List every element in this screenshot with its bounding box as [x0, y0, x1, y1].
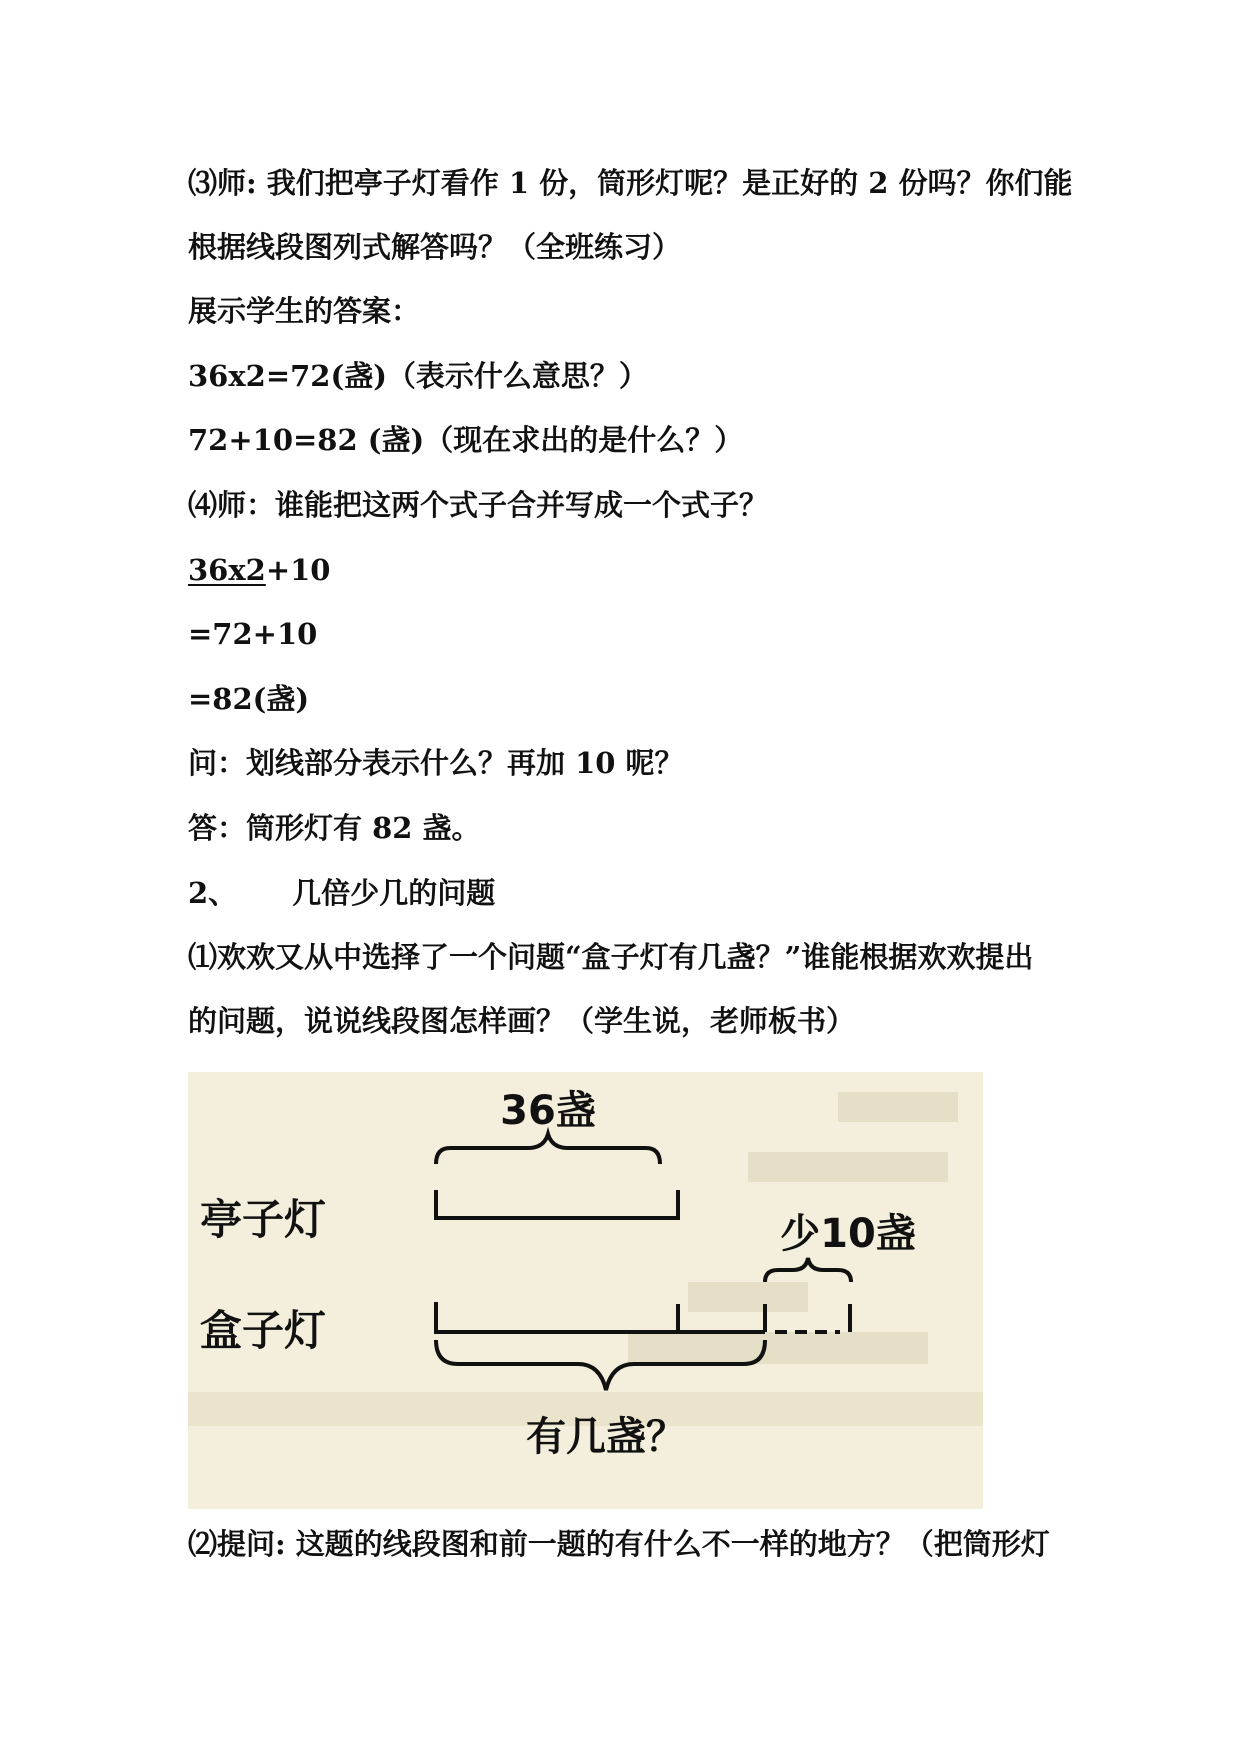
row1-label: 亭子灯	[200, 1195, 327, 1244]
paragraph-line-6: ⑷师：谁能把这两个式子合并写成一个式子？	[188, 488, 769, 522]
row2-label: 盒子灯	[200, 1306, 327, 1355]
paragraph-line-14: 的问题，说说线段图怎样画？（学生说，老师板书）	[188, 1004, 856, 1038]
row1-segment	[436, 1190, 678, 1218]
diagram-svg	[188, 1072, 983, 1509]
paragraph-line-2: 根据线段图列式解答吗？（全班练习）	[188, 230, 682, 264]
background-bleed	[188, 1092, 983, 1426]
paragraph-line-3: 展示学生的答案：	[188, 294, 421, 328]
section-heading	[188, 873, 495, 913]
equation-line-2: 72+10=82 (盏)（现在求出的是什么？）	[188, 423, 744, 457]
paragraph-line-15: ⑵提问: 这题的线段图和前一题的有什么不一样的地方？（把筒形灯	[188, 1527, 1050, 1561]
combined-equation-line	[188, 550, 330, 590]
line-segment-diagram	[188, 1072, 983, 1509]
top-brace	[436, 1134, 660, 1164]
equation-line-1: 36x2=72(盏)（表示什么意思？）	[188, 359, 648, 393]
question-line: 问：划线部分表示什么？再加 10 呢？	[188, 746, 684, 780]
less-label: 少10盏	[780, 1211, 916, 1257]
section-number: 2、	[188, 876, 238, 910]
less-brace	[765, 1258, 851, 1282]
paragraph-line-13: ⑴欢欢又从中选择了一个问题“盒子灯有几盏？”谁能根据欢欢提出	[188, 940, 1034, 974]
bottom-brace-label: 有几盏？	[526, 1414, 686, 1460]
answer-line: 答：筒形灯有 82 盏。	[188, 811, 481, 845]
equation-rest: +10	[265, 553, 331, 587]
top-brace-label: 36盏	[500, 1088, 596, 1134]
section-title: 几倍少几的问题	[292, 876, 496, 910]
equation-step-2: =72+10	[188, 617, 318, 651]
paragraph-line-1: ⑶师: 我们把亭子灯看作 1 份，筒形灯呢？是正好的 2 份吗？你们能	[188, 166, 1073, 200]
underlined-part: 36x2	[188, 553, 266, 587]
equation-step-3: =82(盏)	[188, 682, 310, 716]
